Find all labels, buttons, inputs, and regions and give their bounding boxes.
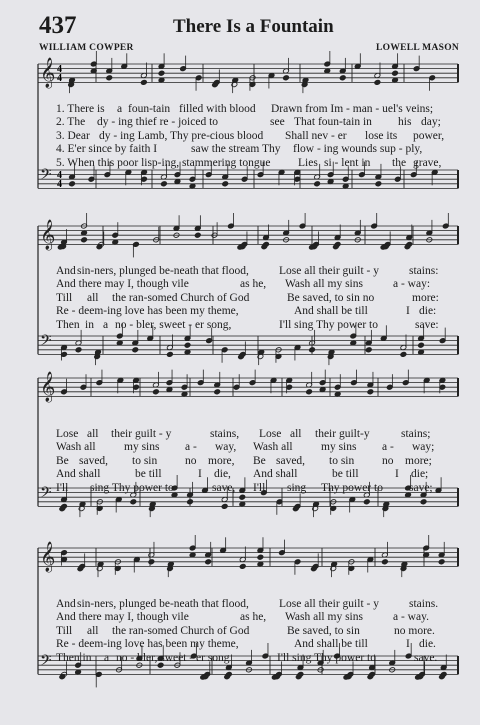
lyric-syllables: all (87, 291, 99, 304)
lyric-syllables: to sin (329, 454, 355, 467)
lyric-syllables: And shall (253, 468, 298, 481)
lyric-syllables: stains: (409, 265, 439, 277)
lyric-syllables: I'll (56, 481, 69, 494)
lyric-syllables: save: (415, 318, 439, 331)
lyric-syllables: stains; (401, 428, 431, 440)
lyric-syllables: power, (413, 129, 445, 142)
lyric-line (0, 441, 480, 455)
lyric-syllables: saved, (276, 454, 306, 467)
lyric-line (0, 157, 480, 171)
lyric-syllables: Thy power to (321, 481, 383, 494)
lyric-syllables: save, (212, 481, 236, 494)
bass-clef-icon: 𝄢 (40, 166, 52, 187)
lyric-syllables: in (85, 318, 94, 331)
lyric-syllables: all (87, 624, 99, 637)
time-signature-top: 4 (57, 170, 62, 181)
lyric-line (0, 611, 480, 625)
lyric-syllables: see (270, 116, 285, 129)
lyric-syllables: dy - ing Lamb, Thy pre-cious blood (99, 129, 264, 142)
lyric-syllables: Till (56, 624, 73, 637)
lyric-syllables: And shall be till (294, 638, 368, 651)
lyric-syllables: saw the stream Thy (191, 143, 281, 156)
lyric-syllables: as he, (240, 611, 267, 624)
lyric-syllables: I'll sing Thy power to (277, 651, 376, 664)
lyric-line (0, 652, 480, 666)
lyric-line (0, 455, 480, 469)
lyric-syllables: die, (214, 468, 231, 481)
lyric-syllables: lose its (365, 129, 398, 142)
lyric-syllables: Wash all (56, 441, 96, 454)
lyric-syllables: die: (419, 305, 437, 318)
lyric-syllables: I (406, 638, 410, 651)
lyric-syllables: no (185, 454, 197, 467)
lyric-line (0, 103, 480, 117)
lyric-syllables: Wash all (253, 441, 293, 454)
lyric-line (0, 428, 480, 442)
lyric-syllables: And (56, 598, 76, 610)
lyric-line (0, 482, 480, 496)
lyric-line (0, 598, 480, 612)
lyric-line (0, 265, 480, 279)
lyric-syllables: a - (382, 441, 394, 454)
lyric-syllables: the ran-somed Church of God (112, 291, 250, 304)
lyric-syllables: Then in (56, 651, 92, 664)
lyric-syllables: Lose (56, 428, 79, 440)
lyric-syllables: And shall (56, 468, 101, 481)
lyric-syllables: a (117, 103, 123, 115)
lyric-syllables: Be (253, 454, 266, 467)
lyric-syllables: save. (414, 651, 438, 664)
lyric-line (0, 130, 480, 144)
lyric-syllables: I'll (253, 481, 266, 494)
composer-credit: LOWELL MASON (376, 43, 460, 53)
lyric-syllables: the (392, 156, 407, 169)
lyric-syllables: no more. (394, 624, 435, 637)
lyric-syllables: as he, (240, 278, 267, 291)
lyric-syllables: sing (287, 481, 307, 494)
lyric-syllables: die. (419, 638, 436, 651)
lyric-syllables: 4. E'er since by faith I (56, 143, 158, 156)
lyric-syllables: a - way. (393, 611, 429, 624)
lyric-syllables: their guilt-y (315, 428, 370, 440)
lyric-syllables: die; (411, 468, 429, 481)
lyric-syllables: dy - ing thief re - joiced to (97, 116, 219, 129)
hymn-number: 437 (39, 12, 77, 39)
lyric-syllables: to sin (132, 454, 158, 467)
lyric-syllables: si - lent in (324, 156, 371, 169)
lyric-syllables: 5. When this poor lisp-ing, stammering tongue (56, 156, 271, 169)
lyric-syllables: a (103, 318, 109, 331)
lyric-syllables: saved, (79, 454, 109, 467)
lyric-syllables: be till (332, 468, 359, 481)
lyric-syllables: Re - deem-ing love has been my theme, (56, 305, 239, 318)
lyric-syllables: more; (405, 454, 432, 467)
treble-clef-icon: 𝄞 (40, 58, 56, 88)
lyric-line (0, 292, 480, 306)
lyric-syllables: Be saved, to sin (287, 624, 360, 637)
lyric-syllables: more, (208, 454, 235, 467)
lyric-syllables: foun-tain (128, 103, 171, 115)
lyric-line (0, 468, 480, 482)
lyric-line (0, 143, 480, 157)
lyric-syllables: Re - deem-ing love has been my theme, (56, 638, 239, 651)
lyric-syllables: Lose (259, 428, 282, 440)
lyric-syllables: I (395, 468, 399, 481)
lyric-syllables: Then (56, 318, 80, 331)
lyric-syllables: And shall be till (294, 305, 368, 318)
time-signature-bottom: 4 (57, 179, 62, 190)
lyric-syllables: Drawn from Im - man - uel's veins; (271, 103, 434, 115)
hymn-title: There Is a Fountain (173, 16, 334, 37)
lyric-syllables: no - bler, sweet - er song (116, 651, 230, 664)
lyric-syllables: sin-ners, plunged be-neath that flood, (77, 265, 249, 277)
bass-clef-icon: 𝄢 (40, 484, 52, 505)
lyric-syllables: Lose all their guilt - y (279, 265, 379, 277)
lyric-syllables: their guilt - y (111, 428, 172, 440)
lyric-syllables: the ran-somed Church of God (112, 624, 250, 637)
lyric-syllables: a (104, 651, 110, 664)
lyric-syllables: sin-ners, plunged be-neath that flood, (77, 598, 249, 610)
lyric-syllables: And (56, 265, 76, 277)
lyric-syllables: And there may I, though vile (56, 278, 189, 291)
lyric-line (0, 625, 480, 639)
lyric-syllables: his (398, 116, 412, 129)
lyric-syllables: stains, (210, 428, 240, 440)
bass-clef-icon: 𝄢 (40, 652, 52, 673)
lyric-syllables: no - bler, sweet - er song, (115, 318, 232, 331)
lyric-syllables: Be (56, 454, 69, 467)
lyric-syllables: I (406, 305, 410, 318)
lyric-syllables: my sins (124, 441, 160, 454)
lyric-syllables: 2. The (56, 116, 86, 129)
lyric-syllables: all (87, 428, 99, 440)
lyric-syllables: Shall nev - er (285, 129, 347, 142)
lyric-line (0, 638, 480, 652)
lyric-line (0, 305, 480, 319)
lyric-syllables: filled with blood (179, 103, 256, 115)
lyric-syllables: And there may I, though vile (56, 611, 189, 624)
lyric-syllables: I (198, 468, 202, 481)
lyric-syllables: Wash all my sins (285, 611, 363, 624)
lyric-syllables: Wash all my sins (285, 278, 363, 291)
lyric-syllables: stains. (409, 598, 439, 610)
lyric-syllables: save; (409, 481, 433, 494)
lyric-syllables: flow - ing wounds sup - ply, (293, 143, 423, 156)
lyric-syllables: a - way: (393, 278, 431, 291)
lyric-syllables: be till (135, 468, 162, 481)
lyric-line (0, 319, 480, 333)
lyric-syllables: 3. Dear (56, 129, 90, 142)
time-signature-top: 4 (57, 64, 62, 75)
bass-clef-icon: 𝄢 (40, 332, 52, 353)
lyric-line (0, 116, 480, 130)
lyric-line (0, 278, 480, 292)
lyric-syllables: Lies (298, 156, 318, 169)
lyric-syllables: 1. There is (56, 103, 105, 115)
treble-clef-icon: 𝄞 (40, 220, 56, 250)
lyric-syllables: Lose all their guilt - y (279, 598, 379, 610)
lyric-syllables: day; (421, 116, 441, 129)
lyric-syllables: Till (56, 291, 73, 304)
treble-clef-icon: 𝄞 (40, 542, 56, 572)
lyric-syllables: way, (215, 441, 237, 454)
lyric-syllables: my sins (321, 441, 357, 454)
lyric-syllables: sing Thy power to (90, 481, 174, 494)
lyric-syllables: no (382, 454, 394, 467)
lyric-syllables: Be saved, to sin no (287, 291, 375, 304)
lyric-syllables: more: (412, 291, 439, 304)
lyric-syllables: I'll sing Thy power to (279, 318, 378, 331)
time-signature-bottom: 4 (57, 73, 62, 84)
treble-clef-icon: 𝄞 (40, 372, 56, 402)
lyric-syllables: That foun-tain in (294, 116, 372, 129)
lyricist-credit: WILLIAM COWPER (39, 43, 134, 53)
lyric-syllables: way; (412, 441, 435, 454)
lyric-syllables: all (290, 428, 302, 440)
lyric-syllables: a - (185, 441, 197, 454)
lyric-syllables: grave, (413, 156, 442, 169)
